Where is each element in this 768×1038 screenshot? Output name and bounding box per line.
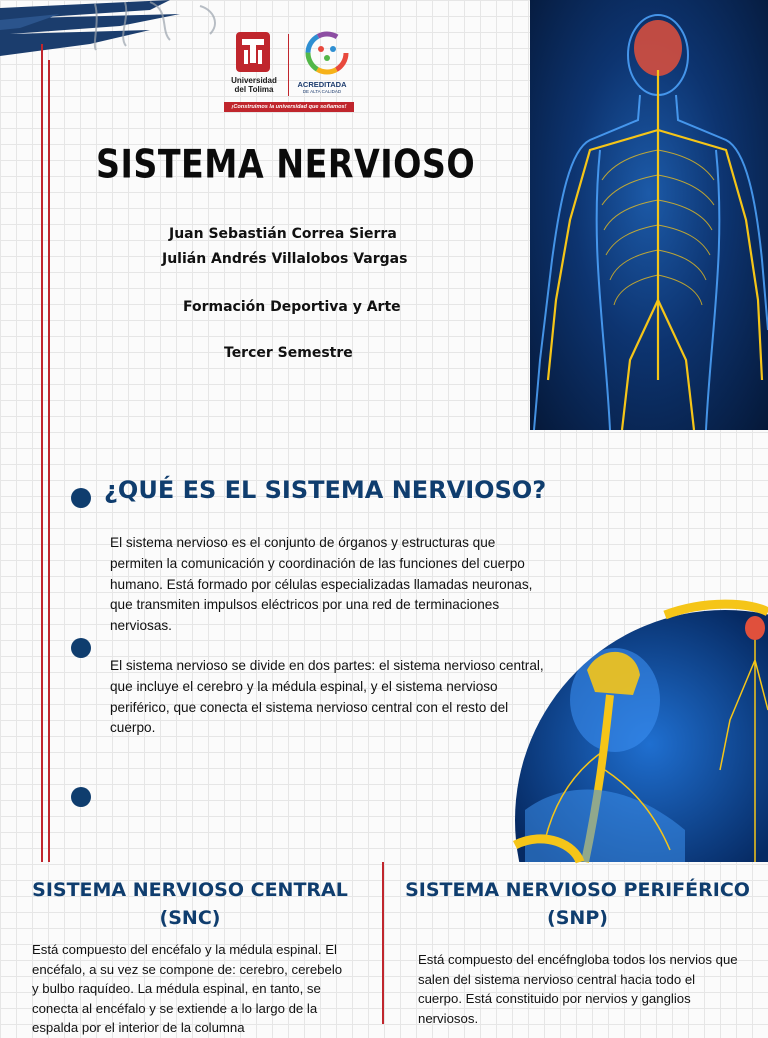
nervous-system-circle-illustration — [505, 600, 768, 862]
accreditation-logo-icon — [304, 30, 350, 76]
university-name: Universidad del Tolima — [231, 76, 277, 94]
nervous-system-illustration — [530, 0, 768, 430]
logo-divider — [288, 34, 289, 96]
left-red-line-inner — [48, 60, 50, 862]
brush-stroke-decoration — [0, 0, 240, 70]
bullet-dot-icon — [71, 488, 91, 508]
university-logo-icon — [236, 32, 270, 72]
snc-heading: SISTEMA NERVIOSO CENTRAL (SNC) — [32, 879, 348, 929]
accreditation-title: ACREDITADA — [297, 80, 347, 89]
left-red-line-outer — [41, 44, 43, 862]
university-slogan: ¡Construimos la universidad que soñamos! — [224, 102, 354, 112]
section-heading-what-is: ¿QUÉ ES EL SISTEMA NERVIOSO? — [104, 476, 547, 504]
center-red-divider — [382, 862, 384, 1024]
author-2: Julián Andrés Villalobos Vargas — [162, 251, 408, 267]
snp-heading: SISTEMA NERVIOSO PERIFÉRICO (SNP) — [405, 879, 750, 929]
snc-description: Está compuesto del encéfalo y la médula espinal. El encéfalo, a su vez se compone de: cerebro, cerebelo y bulbo raquídeo. La médula espinal, en tanto, se conecta al encéfalo y se extiende a lo largo de la espalda por el interior de la columna — [32, 942, 343, 1036]
semester: Tercer Semestre — [224, 345, 353, 361]
snp-description: Está compuesto del encéfngloba todos los nervios que salen del sistema nervioso central hacia todo el cuerpo. Está constituido por nervios y ganglios nerviosos. — [418, 952, 738, 1026]
university-logo — [224, 30, 354, 116]
bullet-dot-icon — [71, 787, 91, 807]
accreditation-subtitle: DE ALTA CALIDAD — [302, 89, 342, 94]
division-paragraph: El sistema nervioso se divide en dos partes: el sistema nervioso central, que incluye el cerebro y la médula espinal, y el sistema nervioso periférico, que conecta el sistema nervioso central con el resto del cuerpo. — [110, 658, 544, 736]
definition-paragraph: El sistema nervioso es el conjunto de órganos y estructuras que permiten la comunicación y coordinación de las funciones del cuerpo humano. Está formado por células especializadas llamadas neuronas, que transmiten impulsos eléctricos por una red de terminaciones nerviosas. — [110, 535, 533, 634]
bullet-dot-icon — [71, 638, 91, 658]
author-1: Juan Sebastián Correa Sierra — [169, 226, 397, 242]
page-title: SISTEMA NERVIOSO — [96, 142, 476, 188]
program-name: Formación Deportiva y Arte — [183, 299, 401, 315]
